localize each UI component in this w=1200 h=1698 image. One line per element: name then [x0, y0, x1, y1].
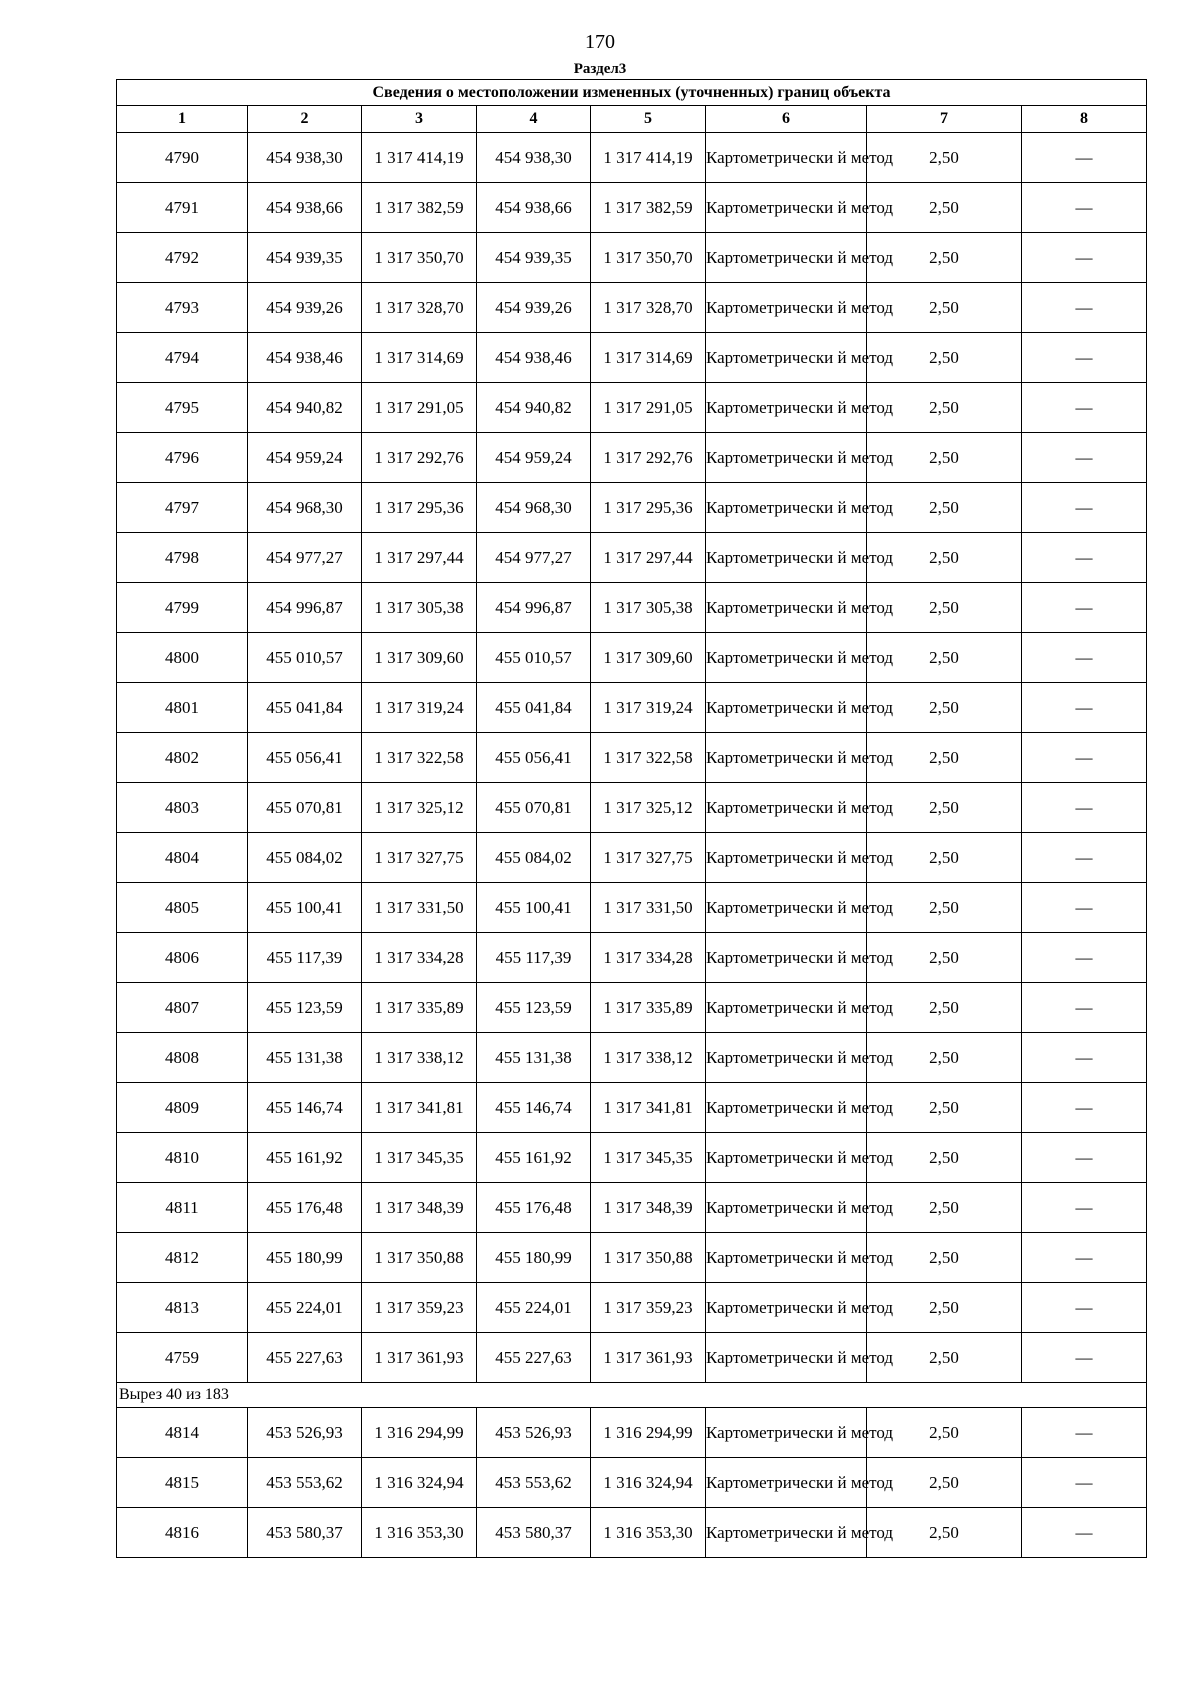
x-existing-cell: 455 117,39 [248, 933, 362, 983]
x-existing-cell: 455 176,48 [248, 1183, 362, 1233]
table-row [117, 133, 1147, 183]
y-refined-cell: 1 317 361,93 [591, 1333, 706, 1383]
x-refined-cell: 455 146,74 [477, 1083, 591, 1133]
y-existing-cell: 1 316 294,99 [362, 1408, 477, 1458]
point-number-cell: 4802 [117, 733, 248, 783]
y-refined-cell: 1 317 359,23 [591, 1283, 706, 1333]
method-cell: Картометрически й метод [706, 783, 867, 833]
accuracy-cell: 2,50 [867, 133, 1022, 183]
point-number-cell: 4794 [117, 333, 248, 383]
description-cell: — [1022, 1283, 1147, 1333]
column-header: 1 [117, 106, 248, 133]
description-cell: — [1022, 1183, 1147, 1233]
table-row [117, 183, 1147, 233]
x-refined-cell: 455 224,01 [477, 1283, 591, 1333]
x-existing-cell: 454 938,66 [248, 183, 362, 233]
y-refined-cell: 1 317 414,19 [591, 133, 706, 183]
y-existing-cell: 1 317 309,60 [362, 633, 477, 683]
description-cell: — [1022, 1033, 1147, 1083]
x-refined-cell: 453 553,62 [477, 1458, 591, 1508]
point-number-cell: 4814 [117, 1408, 248, 1458]
point-number-cell: 4796 [117, 433, 248, 483]
x-refined-cell: 455 041,84 [477, 683, 591, 733]
accuracy-cell: 2,50 [867, 433, 1022, 483]
accuracy-cell: 2,50 [867, 1333, 1022, 1383]
y-existing-cell: 1 317 348,39 [362, 1183, 477, 1233]
x-existing-cell: 454 996,87 [248, 583, 362, 633]
x-refined-cell: 455 100,41 [477, 883, 591, 933]
description-cell: — [1022, 1333, 1147, 1383]
x-existing-cell: 454 977,27 [248, 533, 362, 583]
x-refined-cell: 455 176,48 [477, 1183, 591, 1233]
y-refined-cell: 1 317 314,69 [591, 333, 706, 383]
description-cell: — [1022, 1458, 1147, 1508]
accuracy-cell: 2,50 [867, 1183, 1022, 1233]
x-refined-cell: 455 117,39 [477, 933, 591, 983]
method-cell: Картометрически й метод [706, 283, 867, 333]
boundary-coordinates-table [116, 79, 1147, 1558]
description-cell: — [1022, 583, 1147, 633]
description-cell: — [1022, 1408, 1147, 1458]
description-cell: — [1022, 383, 1147, 433]
method-cell: Картометрически й метод [706, 1083, 867, 1133]
x-refined-cell: 455 084,02 [477, 833, 591, 883]
x-existing-cell: 453 553,62 [248, 1458, 362, 1508]
description-cell: — [1022, 1508, 1147, 1558]
table-row [117, 1133, 1147, 1183]
method-cell: Картометрически й метод [706, 233, 867, 283]
table-row [117, 1333, 1147, 1383]
y-refined-cell: 1 317 345,35 [591, 1133, 706, 1183]
method-cell: Картометрически й метод [706, 1183, 867, 1233]
y-refined-cell: 1 317 350,70 [591, 233, 706, 283]
description-cell: — [1022, 1233, 1147, 1283]
description-cell: — [1022, 883, 1147, 933]
table-row [117, 433, 1147, 483]
y-refined-cell: 1 317 305,38 [591, 583, 706, 633]
x-existing-cell: 455 227,63 [248, 1333, 362, 1383]
table-row [117, 283, 1147, 333]
x-refined-cell: 454 968,30 [477, 483, 591, 533]
table-row [117, 1233, 1147, 1283]
x-refined-cell: 453 580,37 [477, 1508, 591, 1558]
y-existing-cell: 1 317 331,50 [362, 883, 477, 933]
x-existing-cell: 454 938,30 [248, 133, 362, 183]
x-refined-cell: 454 977,27 [477, 533, 591, 583]
method-cell: Картометрически й метод [706, 183, 867, 233]
y-refined-cell: 1 317 341,81 [591, 1083, 706, 1133]
method-cell: Картометрически й метод [706, 1333, 867, 1383]
table-row [117, 733, 1147, 783]
description-cell: — [1022, 1133, 1147, 1183]
accuracy-cell: 2,50 [867, 1408, 1022, 1458]
table-row [117, 383, 1147, 433]
point-number-cell: 4813 [117, 1283, 248, 1333]
method-cell: Картометрически й метод [706, 1233, 867, 1283]
y-refined-cell: 1 317 309,60 [591, 633, 706, 683]
x-refined-cell: 454 959,24 [477, 433, 591, 483]
y-existing-cell: 1 316 324,94 [362, 1458, 477, 1508]
table-row [117, 1183, 1147, 1233]
y-existing-cell: 1 317 414,19 [362, 133, 477, 183]
point-number-cell: 4809 [117, 1083, 248, 1133]
x-existing-cell: 455 084,02 [248, 833, 362, 883]
table-row [117, 483, 1147, 533]
point-number-cell: 4808 [117, 1033, 248, 1083]
point-number-cell: 4798 [117, 533, 248, 583]
y-refined-cell: 1 317 292,76 [591, 433, 706, 483]
method-cell: Картометрически й метод [706, 1283, 867, 1333]
point-number-cell: 4759 [117, 1333, 248, 1383]
y-refined-cell: 1 317 350,88 [591, 1233, 706, 1283]
y-existing-cell: 1 317 292,76 [362, 433, 477, 483]
y-existing-cell: 1 317 325,12 [362, 783, 477, 833]
y-refined-cell: 1 316 294,99 [591, 1408, 706, 1458]
y-refined-cell: 1 317 295,36 [591, 483, 706, 533]
method-cell: Картометрически й метод [706, 1133, 867, 1183]
point-number-cell: 4803 [117, 783, 248, 833]
method-cell: Картометрически й метод [706, 683, 867, 733]
method-cell: Картометрически й метод [706, 133, 867, 183]
point-number-cell: 4804 [117, 833, 248, 883]
y-existing-cell: 1 317 305,38 [362, 583, 477, 633]
x-existing-cell: 454 940,82 [248, 383, 362, 433]
x-refined-cell: 455 070,81 [477, 783, 591, 833]
point-number-cell: 4800 [117, 633, 248, 683]
description-cell: — [1022, 783, 1147, 833]
table-row [117, 1033, 1147, 1083]
accuracy-cell: 2,50 [867, 483, 1022, 533]
column-header: 5 [591, 106, 706, 133]
x-existing-cell: 455 180,99 [248, 1233, 362, 1283]
y-existing-cell: 1 317 341,81 [362, 1083, 477, 1133]
x-existing-cell: 455 070,81 [248, 783, 362, 833]
y-existing-cell: 1 317 350,88 [362, 1233, 477, 1283]
y-existing-cell: 1 317 359,23 [362, 1283, 477, 1333]
point-number-cell: 4811 [117, 1183, 248, 1233]
point-number-cell: 4810 [117, 1133, 248, 1183]
accuracy-cell: 2,50 [867, 1233, 1022, 1283]
y-existing-cell: 1 317 350,70 [362, 233, 477, 283]
x-existing-cell: 455 123,59 [248, 983, 362, 1033]
y-refined-cell: 1 317 322,58 [591, 733, 706, 783]
y-existing-cell: 1 317 322,58 [362, 733, 477, 783]
accuracy-cell: 2,50 [867, 383, 1022, 433]
method-cell: Картометрически й метод [706, 483, 867, 533]
table-row [117, 1408, 1147, 1458]
table-row [117, 1508, 1147, 1558]
method-cell: Картометрически й метод [706, 983, 867, 1033]
table-row [117, 833, 1147, 883]
section-note: Вырез 40 из 183 [117, 1383, 1147, 1408]
method-cell: Картометрически й метод [706, 1408, 867, 1458]
accuracy-cell: 2,50 [867, 533, 1022, 583]
point-number-cell: 4797 [117, 483, 248, 533]
accuracy-cell: 2,50 [867, 1083, 1022, 1133]
section-title: Раздел3 [573, 61, 627, 77]
method-cell: Картометрически й метод [706, 833, 867, 883]
y-refined-cell: 1 317 335,89 [591, 983, 706, 1033]
description-cell: — [1022, 433, 1147, 483]
table-row [117, 583, 1147, 633]
description-cell: — [1022, 733, 1147, 783]
accuracy-cell: 2,50 [867, 1033, 1022, 1083]
column-header: 8 [1022, 106, 1147, 133]
point-number-cell: 4799 [117, 583, 248, 633]
x-existing-cell: 455 056,41 [248, 733, 362, 783]
description-cell: — [1022, 183, 1147, 233]
accuracy-cell: 2,50 [867, 633, 1022, 683]
method-cell: Картометрически й метод [706, 633, 867, 683]
description-cell: — [1022, 683, 1147, 733]
y-refined-cell: 1 316 353,30 [591, 1508, 706, 1558]
x-refined-cell: 454 996,87 [477, 583, 591, 633]
x-existing-cell: 455 224,01 [248, 1283, 362, 1333]
table-row [117, 1458, 1147, 1508]
accuracy-cell: 2,50 [867, 733, 1022, 783]
point-number-cell: 4816 [117, 1508, 248, 1558]
x-refined-cell: 454 939,35 [477, 233, 591, 283]
y-existing-cell: 1 317 345,35 [362, 1133, 477, 1183]
column-header: 4 [477, 106, 591, 133]
x-existing-cell: 454 959,24 [248, 433, 362, 483]
y-existing-cell: 1 317 319,24 [362, 683, 477, 733]
y-existing-cell: 1 317 291,05 [362, 383, 477, 433]
description-cell: — [1022, 333, 1147, 383]
method-cell: Картометрически й метод [706, 533, 867, 583]
y-refined-cell: 1 317 331,50 [591, 883, 706, 933]
accuracy-cell: 2,50 [867, 1283, 1022, 1333]
y-existing-cell: 1 317 297,44 [362, 533, 477, 583]
y-refined-cell: 1 317 348,39 [591, 1183, 706, 1233]
table-row [117, 933, 1147, 983]
point-number-cell: 4793 [117, 283, 248, 333]
x-existing-cell: 454 938,46 [248, 333, 362, 383]
table-row [117, 333, 1147, 383]
accuracy-cell: 2,50 [867, 683, 1022, 733]
y-refined-cell: 1 317 297,44 [591, 533, 706, 583]
table-row [117, 783, 1147, 833]
y-refined-cell: 1 317 291,05 [591, 383, 706, 433]
x-existing-cell: 455 010,57 [248, 633, 362, 683]
method-cell: Картометрически й метод [706, 1458, 867, 1508]
description-cell: — [1022, 233, 1147, 283]
column-header: 3 [362, 106, 477, 133]
accuracy-cell: 2,50 [867, 283, 1022, 333]
method-cell: Картометрически й метод [706, 1508, 867, 1558]
method-cell: Картометрически й метод [706, 733, 867, 783]
x-refined-cell: 455 131,38 [477, 1033, 591, 1083]
accuracy-cell: 2,50 [867, 783, 1022, 833]
table-row [117, 633, 1147, 683]
x-existing-cell: 455 146,74 [248, 1083, 362, 1133]
y-existing-cell: 1 317 361,93 [362, 1333, 477, 1383]
y-refined-cell: 1 317 327,75 [591, 833, 706, 883]
accuracy-cell: 2,50 [867, 833, 1022, 883]
accuracy-cell: 2,50 [867, 183, 1022, 233]
table-row [117, 1083, 1147, 1133]
x-existing-cell: 455 161,92 [248, 1133, 362, 1183]
y-existing-cell: 1 317 338,12 [362, 1033, 477, 1083]
description-cell: — [1022, 833, 1147, 883]
x-existing-cell: 453 526,93 [248, 1408, 362, 1458]
x-existing-cell: 455 100,41 [248, 883, 362, 933]
accuracy-cell: 2,50 [867, 1458, 1022, 1508]
y-refined-cell: 1 316 324,94 [591, 1458, 706, 1508]
y-existing-cell: 1 317 327,75 [362, 833, 477, 883]
point-number-cell: 4801 [117, 683, 248, 733]
method-cell: Картометрически й метод [706, 883, 867, 933]
point-number-cell: 4791 [117, 183, 248, 233]
column-header: 7 [867, 106, 1022, 133]
y-refined-cell: 1 317 382,59 [591, 183, 706, 233]
x-refined-cell: 455 056,41 [477, 733, 591, 783]
x-refined-cell: 454 940,82 [477, 383, 591, 433]
y-existing-cell: 1 317 328,70 [362, 283, 477, 333]
x-existing-cell: 455 131,38 [248, 1033, 362, 1083]
page-number: 170 [585, 31, 615, 53]
column-header: 2 [248, 106, 362, 133]
point-number-cell: 4790 [117, 133, 248, 183]
x-existing-cell: 454 939,26 [248, 283, 362, 333]
method-cell: Картометрически й метод [706, 933, 867, 983]
description-cell: — [1022, 1083, 1147, 1133]
x-existing-cell: 454 968,30 [248, 483, 362, 533]
accuracy-cell: 2,50 [867, 883, 1022, 933]
description-cell: — [1022, 933, 1147, 983]
x-refined-cell: 454 938,66 [477, 183, 591, 233]
description-cell: — [1022, 283, 1147, 333]
description-cell: — [1022, 133, 1147, 183]
accuracy-cell: 2,50 [867, 233, 1022, 283]
table-row [117, 533, 1147, 583]
accuracy-cell: 2,50 [867, 983, 1022, 1033]
description-cell: — [1022, 533, 1147, 583]
y-refined-cell: 1 317 325,12 [591, 783, 706, 833]
point-number-cell: 4795 [117, 383, 248, 433]
x-refined-cell: 455 227,63 [477, 1333, 591, 1383]
x-existing-cell: 454 939,35 [248, 233, 362, 283]
y-existing-cell: 1 317 314,69 [362, 333, 477, 383]
y-refined-cell: 1 317 334,28 [591, 933, 706, 983]
table-row [117, 883, 1147, 933]
method-cell: Картометрически й метод [706, 1033, 867, 1083]
y-refined-cell: 1 317 319,24 [591, 683, 706, 733]
x-refined-cell: 453 526,93 [477, 1408, 591, 1458]
method-cell: Картометрически й метод [706, 583, 867, 633]
accuracy-cell: 2,50 [867, 333, 1022, 383]
x-refined-cell: 454 939,26 [477, 283, 591, 333]
accuracy-cell: 2,50 [867, 1133, 1022, 1183]
point-number-cell: 4806 [117, 933, 248, 983]
method-cell: Картометрически й метод [706, 333, 867, 383]
table-caption: Сведения о местоположении измененных (уточненных) границ объекта [117, 80, 1147, 106]
table-row [117, 983, 1147, 1033]
accuracy-cell: 2,50 [867, 1508, 1022, 1558]
point-number-cell: 4805 [117, 883, 248, 933]
y-existing-cell: 1 317 382,59 [362, 183, 477, 233]
section-note-row [117, 1383, 1147, 1408]
x-refined-cell: 455 123,59 [477, 983, 591, 1033]
table-header-row [117, 106, 1147, 133]
table-row [117, 233, 1147, 283]
description-cell: — [1022, 483, 1147, 533]
y-existing-cell: 1 317 335,89 [362, 983, 477, 1033]
description-cell: — [1022, 983, 1147, 1033]
method-cell: Картометрически й метод [706, 433, 867, 483]
table-row [117, 1283, 1147, 1333]
accuracy-cell: 2,50 [867, 583, 1022, 633]
y-existing-cell: 1 317 295,36 [362, 483, 477, 533]
point-number-cell: 4792 [117, 233, 248, 283]
x-refined-cell: 455 010,57 [477, 633, 591, 683]
accuracy-cell: 2,50 [867, 933, 1022, 983]
y-refined-cell: 1 317 338,12 [591, 1033, 706, 1083]
column-header: 6 [706, 106, 867, 133]
x-refined-cell: 455 161,92 [477, 1133, 591, 1183]
x-refined-cell: 455 180,99 [477, 1233, 591, 1283]
table-row [117, 683, 1147, 733]
point-number-cell: 4812 [117, 1233, 248, 1283]
y-existing-cell: 1 316 353,30 [362, 1508, 477, 1558]
y-existing-cell: 1 317 334,28 [362, 933, 477, 983]
x-existing-cell: 455 041,84 [248, 683, 362, 733]
table-caption-row [117, 80, 1147, 106]
x-refined-cell: 454 938,46 [477, 333, 591, 383]
method-cell: Картометрически й метод [706, 383, 867, 433]
x-refined-cell: 454 938,30 [477, 133, 591, 183]
point-number-cell: 4807 [117, 983, 248, 1033]
point-number-cell: 4815 [117, 1458, 248, 1508]
y-refined-cell: 1 317 328,70 [591, 283, 706, 333]
description-cell: — [1022, 633, 1147, 683]
x-existing-cell: 453 580,37 [248, 1508, 362, 1558]
